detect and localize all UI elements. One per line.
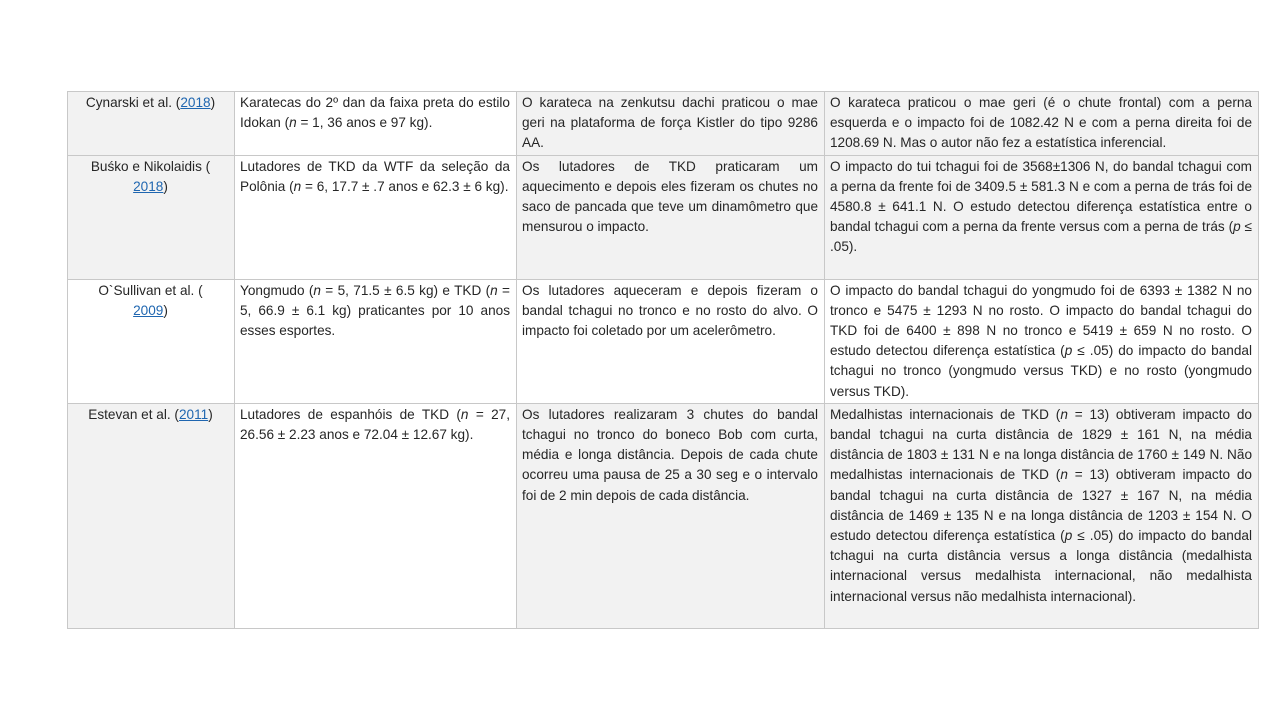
citation-year-link[interactable]: 2018 xyxy=(133,178,164,194)
citation-year-link[interactable]: 2018 xyxy=(180,95,211,110)
stat-symbol: n xyxy=(1060,406,1068,422)
cell-text: ≤ .05) do impacto do bandal tchagui no tronco (yongmudo versus TKD) e no rosto (yongmudo versus TKD). xyxy=(830,343,1252,399)
cell-text: = 27, 26.56 ± 2.23 anos e 72.04 ± 12.67 kg). xyxy=(240,406,511,443)
stat-symbol: p xyxy=(1233,219,1241,235)
cell-text: = 13) obtiveram impacto do bandal tchagui na curta distância de 1829 ± 161 N, na média distância de 1803 ± 131 N e na longa distância de 1760 ± 149 N. Não medalhistas internacionais de TKD ( xyxy=(830,406,1252,483)
sample-cell xyxy=(235,403,517,628)
cell-text: = 1, 36 anos e 97 kg). xyxy=(296,115,433,131)
table-row xyxy=(68,279,1259,403)
author-text: Buśko e Nikolaidis ( xyxy=(90,158,211,174)
cell-text: Lutadores de TKD da WTF da seleção da Polônia ( xyxy=(240,158,510,194)
studies-table-container xyxy=(67,91,1252,629)
cell-text: O impacto do bandal tchagui do yongmudo foi de 6393 ± 1382 N no tronco e 5475 ± 1293 N no rosto. O impacto do bandal tchagui do TKD foi de 6400 ± 898 N no tronco e 5419 ± 659 N no rosto. O estudo detectou diferença estatística ( xyxy=(830,282,1252,359)
sample-cell xyxy=(235,155,517,279)
procedure-cell xyxy=(517,92,825,156)
author-text: O`Sullivan et al. ( xyxy=(98,282,203,298)
procedure-cell xyxy=(517,403,825,628)
author-close: ) xyxy=(210,95,216,110)
citation-year-link[interactable]: 2011 xyxy=(178,406,209,422)
stat-symbol: p xyxy=(1064,343,1073,359)
studies-table xyxy=(67,91,1259,629)
stat-symbol: p xyxy=(1064,528,1073,544)
cell-text: = 5, 66.9 ± 6.1 kg) praticantes por 10 anos esses esportes. xyxy=(240,282,510,339)
stat-symbol: n xyxy=(289,115,297,131)
author-close: ) xyxy=(163,302,168,318)
cell-text: Lutadores de espanhóis de TKD ( xyxy=(240,406,461,422)
cell-text: Os lutadores de TKD praticaram um aquecimento e depois eles fizeram os chutes no saco de pancada que teve um dinamômetro que mensurou o impacto. xyxy=(522,158,818,235)
cell-text: Os lutadores realizaram 3 chutes do bandal tchagui no tronco do boneco Bob com curta, média e longa distância. Depois de cada chute ocorreu uma pausa de 25 a 30 seg e o intervalo foi de 2 min depois de cada distância. xyxy=(522,406,818,503)
table-row xyxy=(68,155,1259,279)
author-text: Estevan et al. ( xyxy=(88,406,179,422)
result-cell xyxy=(825,279,1259,403)
stat-symbol: n xyxy=(1060,467,1068,483)
cell-text: O karateca na zenkutsu dachi praticou o mae geri na plataforma de força Kistler do tipo 9286 AA. xyxy=(522,95,818,151)
cell-text: O impacto do tui tchagui foi de 3568±1306 N, do bandal tchagui com a perna da frente foi de 3409.5 ± 581.3 N e com a perna de trás foi de 4580.8 ± 641.1 N. O estudo detectou diferença estatística entre o bandal tchagui com a perna da frente versus com a perna de trás ( xyxy=(830,158,1252,235)
result-cell xyxy=(825,155,1259,279)
author-text: Cynarski et al. ( xyxy=(85,95,181,110)
author-cell xyxy=(68,403,235,628)
author-cell xyxy=(68,92,235,156)
result-cell xyxy=(825,403,1259,628)
cell-text: Os lutadores aqueceram e depois fizeram o bandal tchagui no tronco e no rosto do alvo. O impacto foi coletado por um acelerômetro. xyxy=(522,282,818,339)
table-row xyxy=(68,403,1259,628)
procedure-cell xyxy=(517,279,825,403)
author-close: ) xyxy=(208,406,213,422)
author-cell xyxy=(68,279,235,403)
cell-text: Medalhistas internacionais de TKD ( xyxy=(830,406,1061,422)
cell-text: = 13) obtiveram impacto do bandal tchagui na curta distância de 1327 ± 167 N, na média distância de 1469 ± 135 N e na longa distância de 1203 ± 154 N. O estudo detectou diferença estatística ( xyxy=(830,467,1252,544)
sample-cell xyxy=(235,279,517,403)
table-row xyxy=(68,92,1259,156)
author-cell xyxy=(68,155,235,279)
stat-symbol: n xyxy=(293,178,302,194)
cell-text: = 5, 71.5 ± 6.5 kg) e TKD ( xyxy=(320,282,491,298)
cell-text: ≤ .05). xyxy=(830,219,1252,255)
cell-text: O karateca praticou o mae geri (é o chute frontal) com a perna esquerda e o impacto foi de 1082.42 N e com a perna direita foi de 1208.69 N. Mas o autor não fez a estatística inferencial. xyxy=(830,95,1252,151)
sample-cell xyxy=(235,92,517,156)
stat-symbol: n xyxy=(313,282,321,298)
cell-text: Yongmudo ( xyxy=(240,282,314,298)
cell-text: = 6, 17.7 ± .7 anos e 62.3 ± 6 kg). xyxy=(301,178,509,194)
cell-text: Karatecas do 2º dan da faixa preta do estilo Idokan ( xyxy=(240,95,510,131)
author-close: ) xyxy=(163,178,168,194)
cell-text: ≤ .05) do impacto do bandal tchagui na curta distância versus a longa distância (medalhista internacional versus medalhista internacional, não medalhista internacional versus não medalhista internacional). xyxy=(830,528,1252,604)
citation-year-link[interactable]: 2009 xyxy=(133,302,164,318)
procedure-cell xyxy=(517,155,825,279)
result-cell xyxy=(825,92,1259,156)
stat-symbol: n xyxy=(490,282,498,298)
stat-symbol: n xyxy=(460,406,469,422)
